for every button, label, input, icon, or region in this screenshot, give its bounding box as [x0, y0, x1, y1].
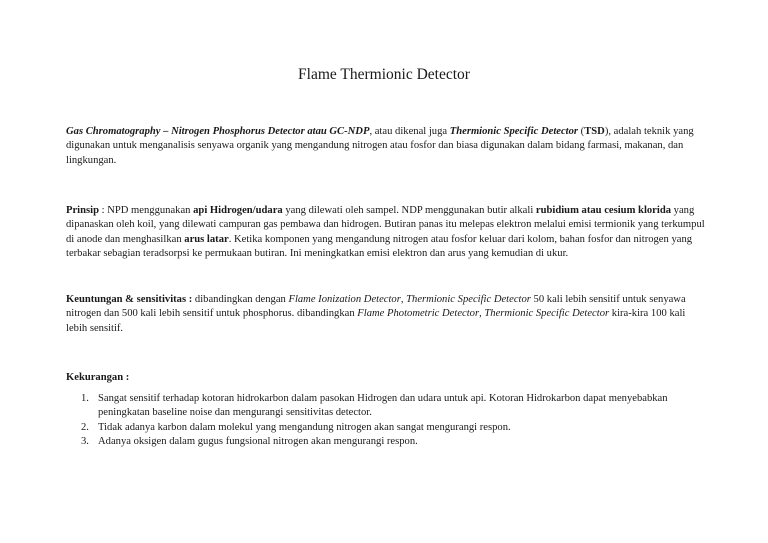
- kekurangan-heading-paragraph: [66, 371, 706, 385]
- keuntungan-text: 50 kali lebih sensitif untuk senyawa nitrogen dan 500 kali lebih sensitif untuk phosphorus. dibandingkan: [66, 294, 686, 320]
- list-item: [66, 435, 706, 449]
- list-item: [66, 392, 706, 421]
- list-item-number: 3.: [81, 436, 89, 448]
- list-item-number: 1.: [81, 393, 89, 404]
- intro-text: , atau dikenal juga: [369, 126, 450, 137]
- intro-abbrev-tsd: TSD: [584, 126, 605, 137]
- keuntungan-term: Flame Ionization Detector: [288, 294, 401, 305]
- kekurangan-label: Kekurangan :: [66, 372, 130, 383]
- intro-paragraph: [66, 125, 706, 168]
- keuntungan-text: ,: [400, 294, 407, 305]
- list-item-text: Tidak adanya karbon dalam molekul yang mengandung nitrogen akan sangat mengurangi respon.: [98, 421, 511, 433]
- intro-text: ), adalah teknik yang digunakan untuk menganalisis senyawa organik yang mengandung nitrogen atau fosfor dan biasa digunakan dalam bidang farmasi, makanan, dan lingkungan.: [66, 126, 694, 166]
- list-item-text: Adanya oksigen dalam gugus fungsional nitrogen akan mengurangi respon.: [98, 436, 418, 448]
- prinsip-label: Prinsip: [66, 205, 99, 216]
- prinsip-term: rubidium atau cesium klorida: [535, 205, 672, 216]
- prinsip-term: api Hidrogen/udara: [193, 205, 283, 216]
- prinsip-text: . Ketika komponen yang mengandung nitrogen atau fosfor keluar dari kolom, bahan fosfor dan nitrogen yang terbakar sebagian teradsorpsi ke permukaan butiran. Ini meningkatkan emisi elektron dan arus yang kemudian di ukur.: [66, 233, 693, 260]
- intro-text: (: [578, 126, 585, 137]
- prinsip-term: arus latar: [184, 233, 229, 245]
- keuntungan-term: Thermionic Specific Detector: [484, 308, 610, 320]
- keuntungan-paragraph: [66, 293, 706, 336]
- keuntungan-text: kira-kira 100 kali lebih sensitif.: [66, 308, 686, 334]
- keuntungan-term: Thermionic Specific Detector: [406, 294, 531, 305]
- keuntungan-text: dibandingkan dengan: [192, 294, 289, 305]
- list-item: [66, 421, 706, 435]
- list-item-number: 2.: [81, 421, 89, 433]
- intro-term-tsd: Thermionic Specific Detector: [449, 126, 579, 137]
- prinsip-text: yang dilewati oleh sampel. NDP menggunakan butir alkali: [282, 205, 536, 216]
- prinsip-paragraph: [66, 204, 706, 262]
- keuntungan-text: ,: [479, 308, 485, 320]
- list-item-text: Sangat sensitif terhadap kotoran hidrokarbon dalam pasokan Hidrogen dan udara untuk api. Kotoran Hidrokarbon dapat menyebabkan peningkatan baseline noise dan mengurangi sensitivitas detector.: [98, 393, 668, 419]
- keuntungan-label: Keuntungan & sensitivitas :: [66, 294, 193, 305]
- document-title: Flame Thermionic Detector: [298, 66, 470, 83]
- prinsip-text: yang dipanaskan oleh koil, yang dilewati campuran gas pembawa dan hidrogen. Butiran panas itu melepas elektron melalui emisi termionik yang terkumpul di anode dan menghasilkan: [66, 205, 705, 245]
- intro-term-gc-ndp: Gas Chromatography – Nitrogen Phosphorus Detector atau GC-NDP: [66, 126, 370, 137]
- keuntungan-term: Flame Photometric Detector: [357, 308, 480, 320]
- kekurangan-list: [66, 392, 706, 450]
- prinsip-text: : NPD menggunakan: [98, 205, 194, 216]
